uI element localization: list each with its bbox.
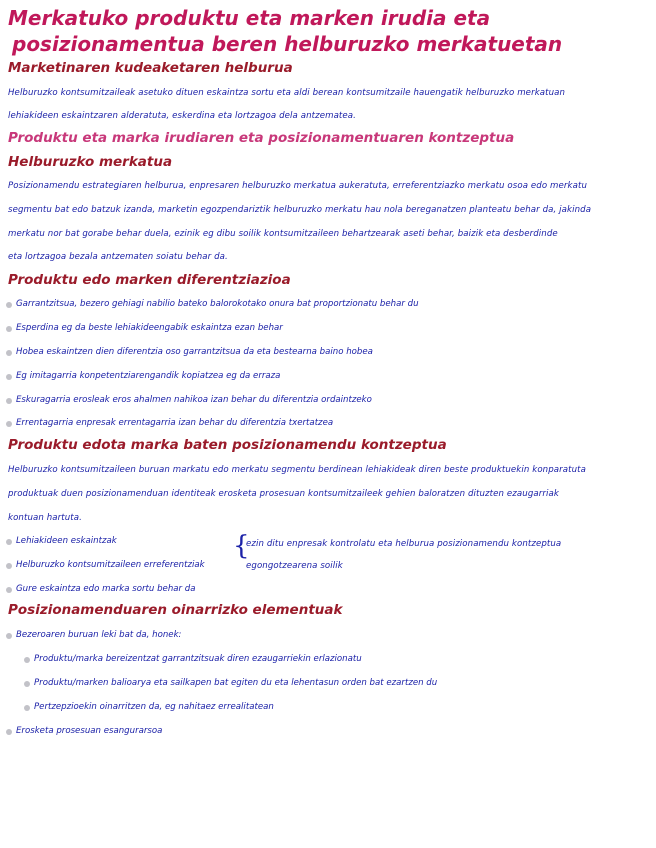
- section-heading-differentiation: Produktu edo marken diferentziazioa: [8, 272, 291, 288]
- bullet-icon: [6, 587, 12, 593]
- paragraph-line: Helburuzko kontsumitzaileak asetuko dituen eskaintza sortu eta aldi berean kontsumitzaile hauengatik helburuzko merkatuan: [8, 88, 566, 98]
- list-item: Eg imitagarria konpetentziarengandik kopiatzea eg da erraza: [16, 371, 281, 381]
- curly-brace-icon: {: [233, 531, 250, 561]
- paragraph-line: produktuak duen posizionamenduan identiteak erosketa prosesuan kontsumitzaileek gehien baloratzen dituzten ezaugarriak: [8, 489, 559, 499]
- bullet-icon: [24, 681, 30, 687]
- paragraph-line: eta lortzagoa bezala antzematen soiatu behar da.: [8, 252, 228, 262]
- bullet-icon: [6, 563, 12, 569]
- list-item: Lehiakideen eskaintzak: [16, 536, 117, 546]
- section-heading-basic-elements: Posizionamenduaren oinarrizko elementuak: [8, 602, 343, 618]
- bullet-icon: [6, 326, 12, 332]
- list-item: Hobea eskaintzen dien diferentzia oso garrantzitsua da eta bestearna baino hobea: [16, 347, 373, 357]
- sub-list-item: Produktu/marka bereizentzat garrantzitsuak diren ezaugarriekin erlazionatu: [34, 654, 362, 664]
- bullet-icon: [6, 633, 12, 639]
- bullet-icon: [6, 374, 12, 380]
- list-item: Helburuzko kontsumitzaileen erreferentziak: [16, 560, 205, 570]
- bullet-icon: [6, 421, 12, 427]
- brace-annotation: egongotzearena soilik: [246, 561, 343, 571]
- bullet-icon: [6, 729, 12, 735]
- list-item: Gure eskaintza edo marka sortu behar da: [16, 584, 196, 594]
- list-item: Eskuragarria erosleak eros ahalmen nahikoa izan behar du diferentzia ordaintzeko: [16, 395, 372, 405]
- page-title-line-1: Merkatuko produktu eta marken irudia eta: [8, 6, 491, 30]
- bullet-icon: [6, 350, 12, 356]
- section-heading-concept: Produktu eta marka irudiaren eta posizionamentuaren kontzeptua: [8, 130, 515, 146]
- paragraph-line: lehiakideen eskaintzaren alderatuta, eskerdina eta lortzagoa dela antzematea.: [8, 111, 356, 121]
- list-item: Erosketa prosesuan esangurarsoa: [16, 726, 163, 736]
- paragraph-line: merkatu nor bat gorabe behar duela, ezinik eg dibu soilik kontsumitzaileen behartzearak aseti behar, baizik eta desberdinde: [8, 229, 558, 239]
- paragraph-line: Posizionamendu estrategiaren helburua, enpresaren helburuzko merkatua aukeratuta, erreferentziazko merkatu osoa edo merkatu: [8, 181, 587, 191]
- list-item: Bezeroaren buruan leki bat da, honek:: [16, 630, 182, 640]
- brace-annotation: ezin ditu enpresak kontrolatu eta helburua posizionamendu kontzeptua: [246, 539, 562, 549]
- bullet-icon: [24, 657, 30, 663]
- paragraph-line: kontuan hartuta.: [8, 513, 82, 523]
- section-heading-target-market: Helburuzko merkatua: [8, 154, 173, 170]
- page-title-line-2: posizionamentua beren helburuzko merkatuetan: [12, 32, 563, 56]
- bullet-icon: [6, 302, 12, 308]
- bullet-icon: [6, 398, 12, 404]
- sub-list-item: Produktu/marken balioarya eta sailkapen bat egiten du eta lehentasun orden bat ezartzen du: [34, 678, 438, 688]
- list-item: Esperdina eg da beste lehiakideengabik eskaintza ezan behar: [16, 323, 283, 333]
- paragraph-line: segmentu bat edo batzuk izanda, marketin egozpendariztik helburuzko merkatu hau nola bereganatzen planteatu behar da, jakinda: [8, 205, 592, 215]
- list-item: Errentagarria enpresak errentagarria izan behar du diferentzia txertatzea: [16, 418, 334, 428]
- section-heading-positioning-concept: Produktu edota marka baten posizionamendu kontzeptua: [8, 437, 447, 453]
- sub-list-item: Pertzepzioekin oinarritzen da, eg nahitaez errealitatean: [34, 702, 274, 712]
- bullet-icon: [6, 539, 12, 545]
- list-item: Garrantzitsua, bezero gehiagi nabilio bateko balorokotako onura bat proportzionatu behar du: [16, 299, 419, 309]
- paragraph-line: Helburuzko kontsumitzaileen buruan markatu edo merkatu segmentu berdinean lehiakideak diren beste produktuekin konparatuta: [8, 465, 587, 475]
- bullet-icon: [24, 705, 30, 711]
- section-heading-marketing-goal: Marketinaren kudeaketaren helburua: [8, 60, 293, 76]
